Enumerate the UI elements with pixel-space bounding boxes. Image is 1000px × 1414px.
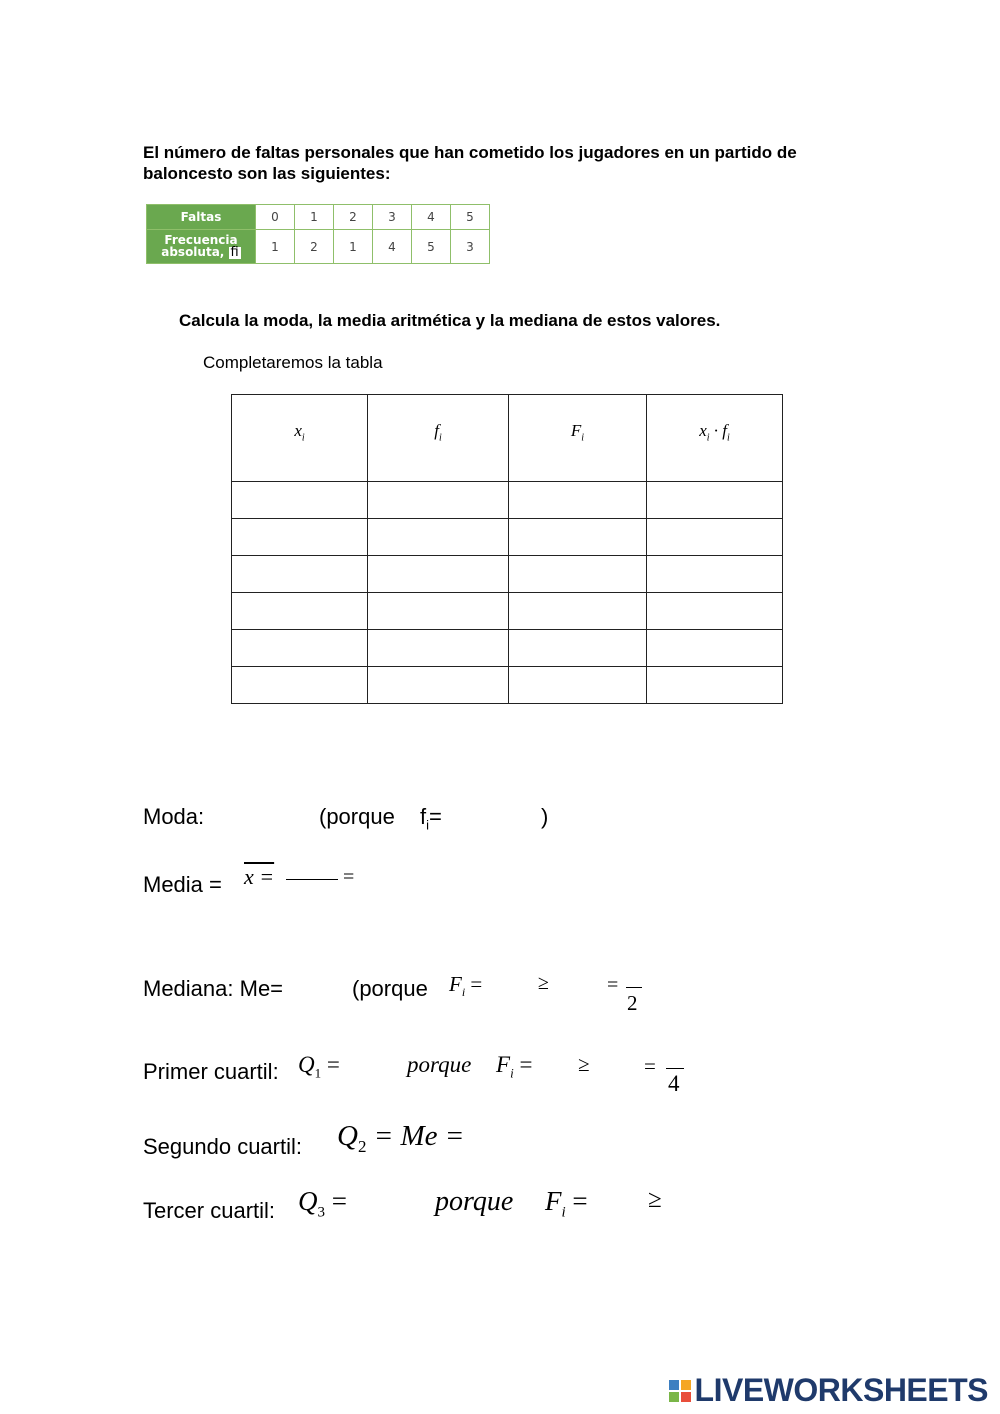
mediana-Fi: $F_i$ = [449, 972, 483, 1000]
falta-cell: 1 [295, 205, 334, 230]
media-eq: = [343, 866, 355, 888]
input-cell[interactable] [509, 630, 647, 667]
q3-formula: $Q_3$ = [298, 1186, 347, 1221]
q2-formula: $Q_2 = Me$ = [337, 1120, 465, 1156]
frecuencia-cell: 3 [451, 230, 490, 264]
media-label: Media = [143, 872, 222, 897]
q3-label: Tercer cuartil: [143, 1198, 276, 1223]
input-cell[interactable] [509, 556, 647, 593]
input-cell[interactable] [232, 593, 368, 630]
input-cell[interactable] [368, 519, 509, 556]
logo-mark-icon [669, 1380, 691, 1402]
falta-cell: 5 [451, 205, 490, 230]
input-cell[interactable] [368, 482, 509, 519]
frecuencia-cell: 2 [295, 230, 334, 264]
input-cell[interactable] [647, 482, 783, 519]
media-formula: x = [244, 864, 275, 889]
input-cell[interactable] [509, 519, 647, 556]
q1-formula: $Q_1$ = [298, 1052, 340, 1081]
frequency-table [146, 204, 490, 264]
input-cell[interactable] [509, 593, 647, 630]
mediana-eq2: = [607, 974, 619, 996]
input-cell[interactable] [368, 630, 509, 667]
work-table [231, 394, 783, 704]
frecuencia-cell: 1 [334, 230, 373, 264]
mediana-denominator: 2 [627, 991, 638, 1015]
q1-fraction-bar [666, 1068, 684, 1069]
q1-geq: ≥ [578, 1052, 590, 1076]
falta-cell: 2 [334, 205, 373, 230]
intro-text: El número de faltas personales que han cometido los jugadores en un partido de baloncesto son las siguientes: [143, 143, 797, 183]
input-cell[interactable] [647, 593, 783, 630]
q3-Fi: $F_i$ = [545, 1186, 588, 1221]
mediana-geq: ≥ [538, 972, 549, 994]
input-cell[interactable] [647, 667, 783, 704]
q2-label: Segundo cuartil: [143, 1134, 302, 1159]
input-cell[interactable] [368, 556, 509, 593]
q1-porque: porque [407, 1052, 472, 1077]
absoluta-label: absoluta, [161, 245, 225, 259]
input-cell[interactable] [647, 519, 783, 556]
moda-label: Moda: [143, 804, 205, 829]
input-cell[interactable] [509, 482, 647, 519]
subtitle-text: Completaremos la tabla [203, 353, 383, 372]
q1-Fi: $F_i$ = [496, 1052, 533, 1081]
input-cell[interactable] [368, 667, 509, 704]
q1-eq2: = [644, 1054, 656, 1078]
header-Fi: $F_i$ [509, 395, 647, 482]
q1-label: Primer cuartil: [143, 1059, 279, 1084]
input-cell[interactable] [232, 556, 368, 593]
mediana-fraction-bar [626, 987, 642, 988]
header-fi: $f_i$ [368, 395, 509, 482]
frecuencia-header [147, 230, 256, 264]
mediana-label: Mediana: Me= [143, 976, 284, 1001]
faltas-header: Faltas [147, 205, 256, 230]
input-cell[interactable] [647, 630, 783, 667]
falta-cell: 3 [373, 205, 412, 230]
media-fraction-bar [286, 879, 338, 880]
fi-label: fi [230, 245, 239, 260]
q3-geq: ≥ [648, 1186, 662, 1213]
falta-cell: 0 [256, 205, 295, 230]
moda-porque: (porque [319, 804, 395, 829]
input-cell[interactable] [232, 630, 368, 667]
logo-text: LIVEWORKSHEETS [694, 1372, 988, 1408]
frecuencia-cell: 4 [373, 230, 412, 264]
moda-fi: $f_i=$ [420, 804, 442, 833]
input-cell[interactable] [647, 556, 783, 593]
header-xi: $x_i$ [232, 395, 368, 482]
mediana-porque: (porque [352, 976, 428, 1001]
input-cell[interactable] [232, 667, 368, 704]
falta-cell: 4 [412, 205, 451, 230]
liveworksheets-logo [669, 1372, 988, 1409]
header-xifi: $x_i \cdot f_i$ [647, 395, 783, 482]
input-cell[interactable] [368, 593, 509, 630]
input-cell[interactable] [232, 482, 368, 519]
q1-denominator: 4 [668, 1071, 680, 1096]
moda-close: ) [541, 804, 549, 829]
input-cell[interactable] [509, 667, 647, 704]
q3-porque: porque [435, 1186, 514, 1217]
question-text: Calcula la moda, la media aritmética y la mediana de estos valores. [179, 311, 721, 330]
frecuencia-cell: 1 [256, 230, 295, 264]
frecuencia-cell: 5 [412, 230, 451, 264]
frecuencia-label: Frecuencia [164, 233, 238, 247]
input-cell[interactable] [232, 519, 368, 556]
